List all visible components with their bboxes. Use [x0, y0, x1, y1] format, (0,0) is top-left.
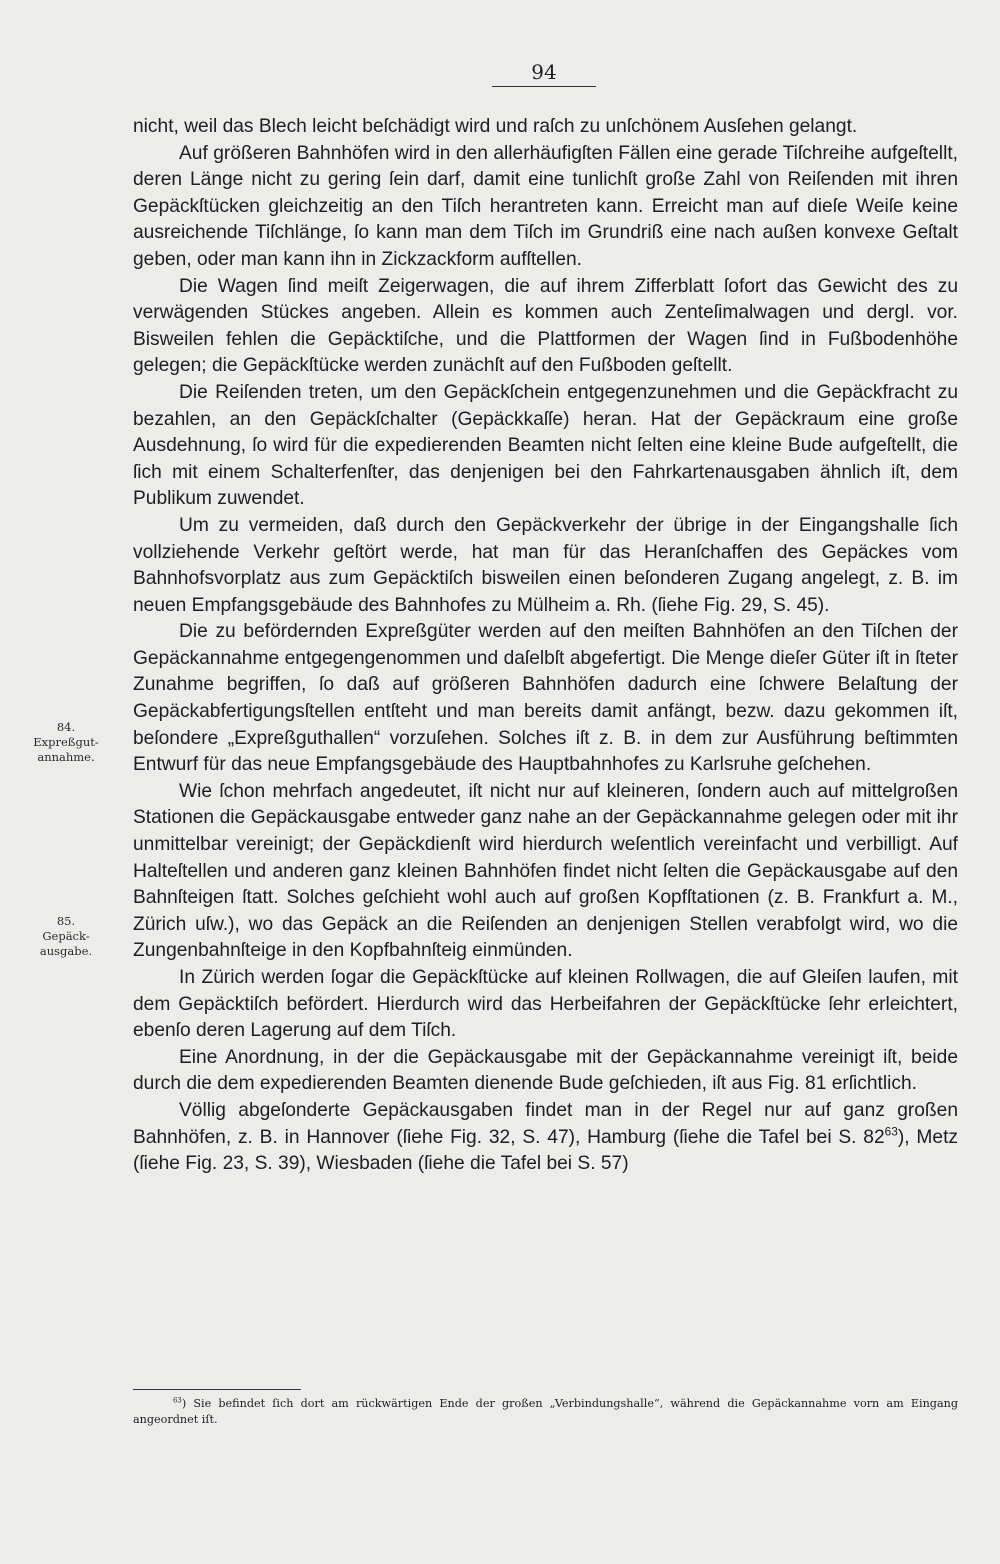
footnote-number: 63	[173, 1396, 182, 1405]
paragraph-10-text-a: Völlig abgeſonderte Gepäckausgaben findet man in der Regel nur auf ganz großen Bahnhöfen, z. B. in Hannover (ſiehe Fig. 32, S. 47), Hamburg (ſiehe die Tafel bei S. 82	[133, 1099, 958, 1148]
margin-note-line: annahme.	[37, 750, 95, 764]
footnote-divider	[133, 1389, 301, 1390]
paragraph-9: Eine Anordnung, in der die Gepäckausgabe mit der Gepäckannahme vereinigt iſt, beide durch die dem expedierenden Beamten dienende Bude geſchieden, iſt aus Fig. 81 erſichtlich.	[133, 1046, 958, 1095]
paragraph-7: Wie ſchon mehrfach angedeutet, iſt nicht nur auf kleineren, ſondern auch auf mittelgroßen Stationen die Gepäckausgabe entweder ganz nahe an der Gepäckannahme gelegen oder mit ihr unmittelbar vereinigt; der Gepäckdienſt wird hierdurch weſentlich vereinfacht und verbilligt. Auf Halteſtellen und anderen ganz kleinen Bahnhöfen findet nicht ſelten die Gepäckausgabe auf den Bahnſteigen ſtatt. Solches geſchieht wohl auch auf großen Kopfſtationen (z. B. Frankfurt a. M., Zürich uſw.), wo das Gepäck an die Reiſenden an denjenigen Stellen verabfolgt wird, wo die Zungenbahnſteige in den Kopfbahnſteig einmünden.	[133, 780, 958, 962]
paragraph-6: Die zu befördernden Expreßgüter werden auf den meiſten Bahnhöfen an den Tiſchen der Gepäckannahme entgegengenommen und daſelbſt abgefertigt. Die Menge dieſer Güter iſt in ſteter Zunahme begriffen, ſo daß auf größeren Bahnhöfen dadurch eine ſchwere Belaſtung der Gepäckabfertigungsſtellen entſteht und man bereits damit anfängt, bezw. dazu gekommen iſt, beſondere „Expreßguthallen“ vorzuſehen. Solches iſt z. B. in dem zur Ausführung beſtimmten Entwurf für das neue Empfangsgebäude des Hauptbahnhofes zu Karlsruhe geſchehen.	[133, 621, 958, 776]
paragraph-10-text-b: ), Metz (ſiehe Fig. 23, S. 39), Wiesbaden (ſiehe die Tafel bei S. 57)	[133, 1126, 958, 1175]
paragraph-4: Die Reiſenden treten, um den Gepäckſchein entgegenzunehmen und die Gepäckfracht zu bezahlen, an den Gepäckſchalter (Gepäckkaſſe) heran. Hat der Gepäckraum eine große Ausdehnung, ſo wird für die expedierenden Beamten nicht ſelten eine kleine Bude aufgeſtellt, die ſich mit einem Schalterfenſter, das denjenigen bei den Fahrkartenausgaben ähnlich iſt, dem Publikum zuwendet.	[133, 381, 958, 510]
margin-note-line: Expreßgut-	[33, 735, 99, 749]
paragraph-5: Um zu vermeiden, daß durch den Gepäckverkehr der übrige in der Eingangshalle ſich vollziehende Verkehr geſtört werde, hat man für das Heranſchaffen des Gepäckes vom Bahnhofsvorplatz aus zum Gepäcktiſch bisweilen einen beſonderen Zugang angelegt, z. B. im neuen Empfangsgebäude des Bahnhofes zu Mülheim a. Rh. (ſiehe Fig. 29, S. 45).	[133, 514, 958, 616]
margin-note-line: Gepäck-	[42, 929, 90, 943]
paragraph-3: Die Wagen ſind meiſt Zeigerwagen, die auf ihrem Zifferblatt ſofort das Gewicht des zu verwägenden Stückes angeben. Allein es kommen auch Zenteſimalwagen und dergl. vor. Bisweilen fehlen die Gepäcktiſche, und die Plattformen der Wagen ſind in Fußbodenhöhe gelegen; die Gepäckſtücke werden zunächſt auf den Fußboden geſtellt.	[133, 275, 958, 377]
paragraph-1: nicht, weil das Blech leicht beſchädigt wird und raſch zu unſchönem Ausſehen gelangt.	[133, 116, 858, 137]
paragraph-10	[133, 1098, 958, 1178]
paragraph-2: Auf größeren Bahnhöfen wird in den allerhäufigſten Fällen eine gerade Tiſchreihe aufgeſtellt, deren Länge nicht zu gering ſein darf, damit eine tunlichſt große Zahl von Reiſenden mit ihren Gepäckſtücken gleichzeitig an den Tiſch herantreten kann. Erreicht man auf dieſe Weiſe keine ausreichende Tiſchlänge, ſo kann man dem Tiſch im Grundriß eine nach außen konvexe Geſtalt geben, oder man kann ihn in Zickzackform aufſtellen.	[133, 142, 958, 270]
margin-note-84	[26, 720, 106, 765]
margin-note-number: 84.	[56, 720, 76, 734]
footnote-text: ) Sie befindet ſich dort am rückwärtigen Ende der großen „Verbindungshalle“, während die Gepäckannahme vorn am Eingang angeordnet iſt.	[133, 1397, 958, 1426]
paragraph-8: In Zürich werden ſogar die Gepäckſtücke auf kleinen Rollwagen, die auf Gleiſen laufen, mit dem Gepäcktiſch befördert. Hierdurch wird das Herbeifahren der Gepäckſtücke ſehr erleichtert, ebenſo deren Lagerung auf dem Tiſch.	[133, 967, 958, 1042]
margin-note-line: ausgabe.	[39, 944, 93, 958]
margin-note-85	[26, 914, 106, 959]
margin-note-number: 85.	[56, 914, 76, 928]
footnote-reference: 63	[884, 1124, 898, 1139]
page-number: 94	[492, 60, 596, 87]
body-text	[133, 114, 958, 1178]
footnote	[133, 1396, 958, 1428]
